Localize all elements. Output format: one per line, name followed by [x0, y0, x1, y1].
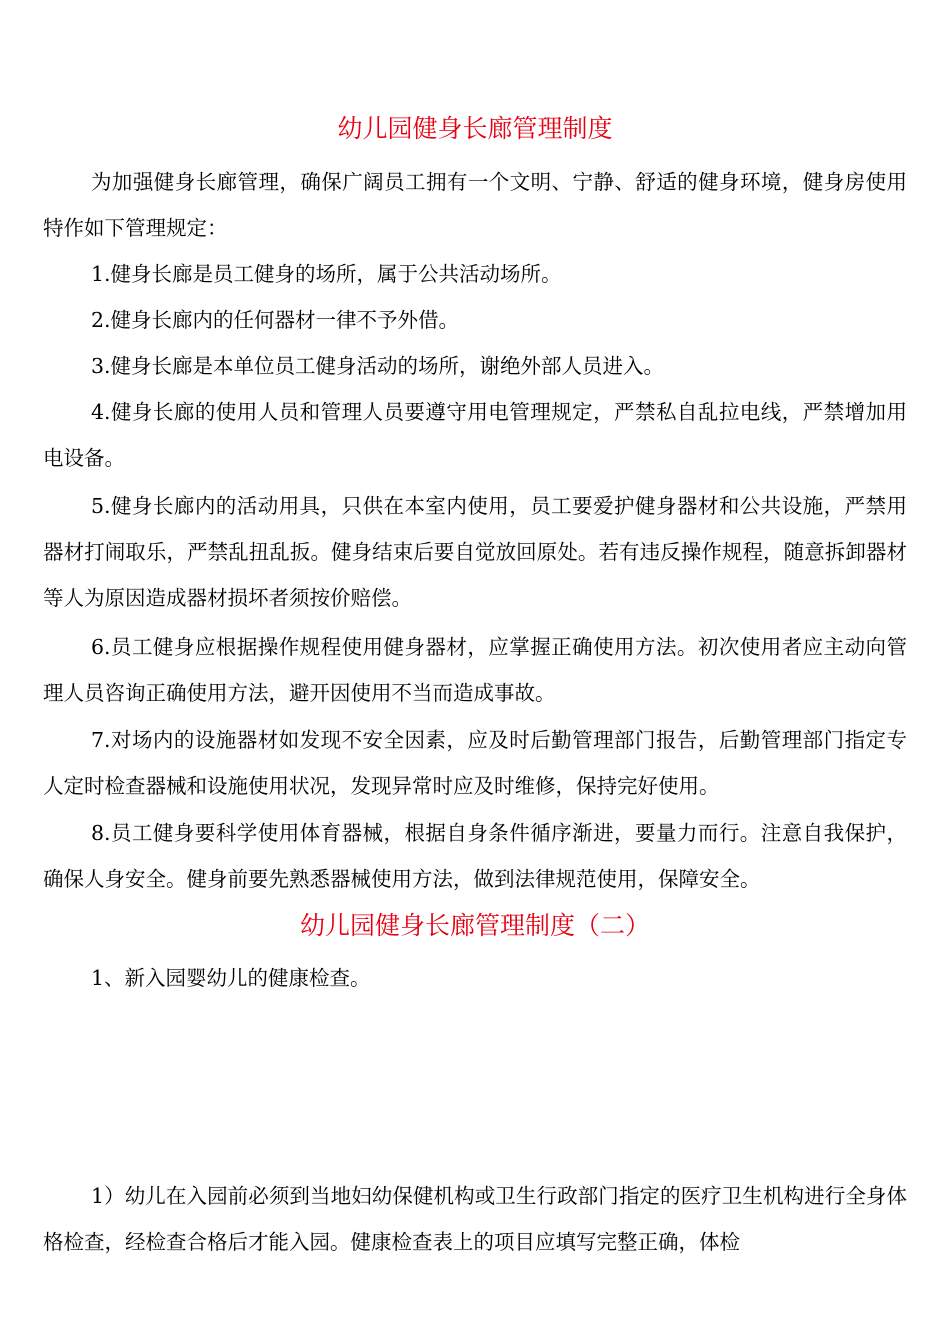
rule-4: 4.健身长廊的使用人员和管理人员要遵守用电管理规定，严禁私自乱拉电线，严禁增加用电设备。 — [43, 400, 907, 470]
document-title: 幼儿园健身长廊管理制度 — [337, 114, 613, 143]
section-title-2: 幼儿园健身长廊管理制度（二） — [299, 911, 650, 940]
rule-7: 7.对场内的设施器材如发现不安全因素，应及时后勤管理部门报告，后勤管理部门指定专人定时检查器械和设施使用状况，发现异常时应及时维修，保持完好使用。 — [43, 728, 907, 798]
rule-5: 5.健身长廊内的活动用具，只供在本室内使用，员工要爱护健身器材和公共设施，严禁用器材打闹取乐，严禁乱扭乱扳。健身结束后要自觉放回原处。若有违反操作规程，随意拆卸器材等人为原因造成器材损坏者须按价赔偿。 — [43, 494, 907, 610]
section-1-heading: 1、新入园婴幼儿的健康检查。 — [91, 966, 371, 990]
rule-6: 6.员工健身应根据操作规程使用健身器材，应掌握正确使用方法。初次使用者应主动向管理人员咨询正确使用方法，避开因使用不当而造成事故。 — [43, 635, 907, 705]
rule-1: 1.健身长廊是员工健身的场所，属于公共活动场所。 — [91, 262, 562, 286]
rule-3: 3.健身长廊是本单位员工健身活动的场所，谢绝外部人员进入。 — [91, 354, 665, 378]
rule-8: 8.员工健身要科学使用体育器械，根据自身条件循序渐进，要量力而行。注意自我保护，确保人身安全。健身前要先熟悉器械使用方法，做到法律规范使用，保障安全。 — [43, 821, 907, 891]
intro-paragraph: 为加强健身长廊管理，确保广阔员工拥有一个文明、宁静、舒适的健身环境，健身房使用特作如下管理规定： — [43, 170, 907, 240]
section-1-paragraph: 1）幼儿在入园前必须到当地妇幼保健机构或卫生行政部门指定的医疗卫生机构进行全身体格检查，经检查合格后才能入园。健康检查表上的项目应填写完整正确，体检 — [43, 1184, 907, 1254]
rule-2: 2.健身长廊内的任何器材一律不予外借。 — [91, 308, 460, 332]
